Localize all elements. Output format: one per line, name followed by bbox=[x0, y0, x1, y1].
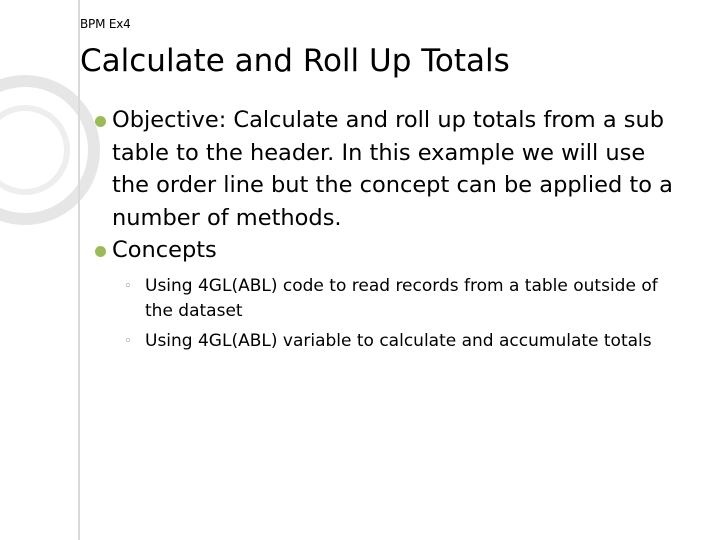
bullet-dot-icon bbox=[95, 116, 106, 127]
header-label: BPM Ex4 bbox=[80, 17, 131, 31]
sub-bullet-item bbox=[112, 329, 665, 354]
sub-bullet-item bbox=[112, 274, 665, 324]
bullet-item-objective bbox=[95, 104, 685, 234]
bullet-text: Concepts bbox=[112, 237, 217, 263]
bullet-text: Objective: Calculate and roll up totals from a sub table to the header. In this example we will use the order line but the concept can be applied to a number of methods. bbox=[112, 107, 673, 231]
sub-bullet-list bbox=[112, 274, 685, 354]
sub-bullet-text: Using 4GL(ABL) variable to calculate and accumulate totals bbox=[145, 330, 652, 351]
sub-bullet-text: Using 4GL(ABL) code to read records from a table outside of the dataset bbox=[145, 275, 658, 321]
slide-title: Calculate and Roll Up Totals bbox=[80, 43, 510, 79]
sub-bullet-ring-icon: ◦ bbox=[124, 278, 132, 294]
sub-bullet-ring-icon: ◦ bbox=[124, 333, 132, 349]
bullet-item-concepts bbox=[95, 234, 685, 354]
bullet-list bbox=[95, 104, 685, 359]
bullet-dot-icon bbox=[95, 246, 106, 257]
